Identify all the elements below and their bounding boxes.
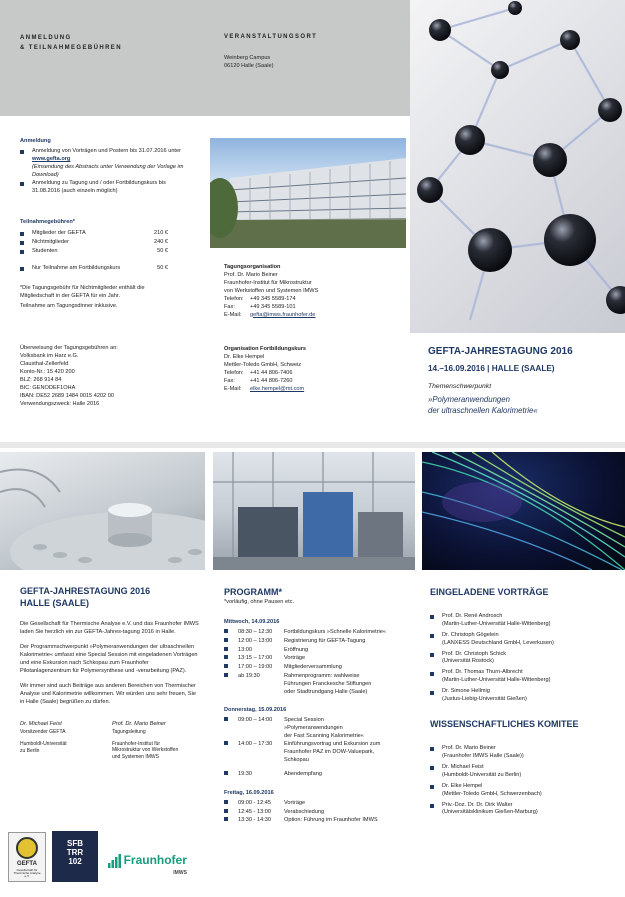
bank-line: Volksbank im Harz e.G.: [20, 352, 79, 359]
invited-list: [430, 613, 620, 704]
venue-line: Weinberg Campus: [224, 55, 271, 61]
bank-details: [20, 345, 118, 409]
fees-section: [20, 219, 195, 311]
invited-speaker: [430, 669, 620, 685]
contact-key: Telefon:: [224, 369, 244, 376]
fees-footnote-dinner: Teilnahme am Tagungsdinner inklusive.: [20, 302, 118, 309]
contact-key: E-Mail:: [224, 385, 242, 392]
bullet-square: [224, 655, 228, 659]
speakers-column: [430, 586, 620, 820]
program-item: [224, 655, 386, 664]
invited-speaker: [430, 632, 620, 648]
program-desc: Vorträge: [284, 799, 306, 806]
anmeldung-item-talks: [20, 148, 190, 180]
org-fax: [224, 304, 404, 312]
bullet-square: [224, 817, 228, 821]
speaker-name: Prof. Dr. Thomas Thurn-Albrecht: [442, 669, 523, 676]
cover-topic-label: Themenschwerpunkt: [428, 382, 492, 390]
cover-topic: »Polymeranwendungen der ultraschnellen Kalorimetrie«: [428, 395, 538, 415]
anmeldung-section: [20, 138, 190, 196]
course-org-line: Dr. Elke Hempel: [224, 353, 265, 360]
member-affiliation: (Humboldt-Universität zu Berlin): [442, 771, 522, 778]
program-item: [224, 765, 380, 780]
committee-member: [430, 802, 620, 818]
conference-organisation: [224, 264, 404, 320]
cover-dates: 14.–16.09.2016 | HALLE (SAALE): [428, 364, 555, 374]
contact-value: +49 345 5589-174: [250, 295, 296, 302]
member-affiliation: (Fraunhofer IMWS Halle (Saale)): [442, 752, 524, 759]
org-email: [224, 312, 404, 320]
bank-line: Verwendungszweck: Halle 2016: [20, 400, 100, 407]
member-name: Prof. Dr. Mario Beiner: [442, 744, 496, 751]
member-name: Dr. Elke Hempel: [442, 782, 483, 789]
program-time: 13:30 - 14:30: [238, 817, 271, 824]
sig-org: Humboldt-Universität zu Berlin: [20, 740, 67, 754]
sfb-trr-logo: SFB TRR 102: [52, 831, 98, 882]
program-day-date: Mittwoch, 14.09.2016: [224, 618, 280, 625]
intro-paragraph: Der Programmschwerpunkt »Polymeranwendungen der ultraschnellen Kalorimetrie« umfasst eine Special Session mit eingeladenen Vorträgen und eine Exkursion nach Schkopau zum Fraunhofer Pilotanlagenzentrum für Polymersynthese und -verarbeitung (PAZ).: [20, 644, 198, 675]
intro-paragraph: Die Gesellschaft für Thermische Analyse e.V. und das Fraunhofer IMWS laden Sie herzlich ein zur GEFTA-Jahres-tagung 2016 in Halle.: [20, 621, 199, 636]
program-desc: Rahmenprogramm: wahlweise Führungen Franckesche Stiftungen oder Stadtrundgang Halle (Saale): [284, 673, 372, 696]
fee-row: [20, 248, 168, 256]
spectral-light-photo: [422, 452, 625, 570]
bank-line: Überweisung der Tagungsgebühren an:: [20, 345, 118, 351]
program-item: [224, 817, 378, 826]
fraunhofer-mark-icon: [108, 854, 122, 868]
program-time: 09:00 - 12:45: [238, 799, 271, 806]
bullet-square: [224, 638, 228, 642]
program-item: [224, 800, 378, 809]
cover-title: GEFTA-JAHRESTAGUNG 2016: [428, 346, 573, 357]
contact-value: +41 44 806-7260: [250, 377, 293, 384]
imws-logo-text: IMWS: [173, 870, 187, 877]
program-desc: Fortbildungskurs »Schnelle Kalorimetrie«: [284, 628, 386, 635]
cover-block: [428, 345, 618, 416]
program-day-table: [224, 800, 378, 827]
contact-key: E-Mail:: [224, 311, 242, 318]
program-desc: Verabschiedung: [284, 808, 325, 815]
intro-column: [20, 586, 200, 760]
fee-label: Nichtmitglieder: [32, 238, 69, 245]
fee-row: [20, 239, 168, 247]
program-note: *vorläufig, ohne Pausen etc.: [224, 598, 294, 605]
invited-speaker: [430, 651, 620, 667]
sig-role: Tagungsleitung: [112, 728, 146, 735]
program-time: 13:15 – 17:00: [238, 655, 273, 662]
bank-line: IBAN: DE52 2689 1484 0015 4202 00: [20, 392, 114, 399]
fold-separator: [0, 442, 625, 448]
program-item: [224, 647, 386, 656]
program-time: 13:00: [238, 646, 252, 653]
gefta-website-link[interactable]: www.gefta.org: [32, 155, 71, 162]
program-desc: Option: Führung im Fraunhofer IMWS: [284, 817, 378, 824]
org-phone: [224, 296, 404, 304]
contact-value: +49 345 5589-101: [250, 303, 296, 310]
program-desc: Abendempfang: [284, 770, 322, 777]
course-org-line: Mettler-Toledo GmbH, Schweiz: [224, 361, 302, 368]
signature-beiner: [112, 721, 178, 761]
speaker-affiliation: (LANXESS Deutschland GmbH, Leverkusen): [442, 639, 554, 646]
fraunhofer-logo: [108, 852, 187, 877]
speaker-affiliation: (Universität Rostock): [442, 658, 494, 665]
course-org-heading: Organisation Fortbildungskurs: [224, 346, 307, 352]
registration-heading: ANMELDUNG & TEILNAHMEGEBÜHREN: [20, 35, 122, 52]
contact-key: Fax:: [224, 377, 235, 384]
org-line: von Werkstoffen und Systemen IMWS: [224, 287, 319, 294]
program-item: [224, 638, 386, 647]
invited-speaker: [430, 688, 620, 704]
intro-title: GEFTA-JAHRESTAGUNG 2016 HALLE (SAALE): [20, 586, 151, 608]
program-time: 14:00 – 17:30: [238, 740, 273, 747]
org-line: Prof. Dr. Mario Beiner: [224, 271, 278, 278]
program-desc: Registrierung für GEFTA-Tagung: [284, 637, 366, 644]
speaker-affiliation: (Justus-Liebig-Universität Gießen): [442, 696, 527, 703]
invited-title: EINGELADENE VORTRÄGE: [430, 587, 549, 597]
light-rays-illustration: [422, 452, 625, 570]
contact-key: Telefon:: [224, 295, 244, 302]
member-affiliation: (Universitätsklinikum Gießen-Marburg): [442, 809, 538, 816]
contact-value: +41 44 806-7406: [250, 369, 293, 376]
fee-value: 50 €: [157, 264, 168, 271]
gefta-logo-text: GEFTA: [17, 861, 37, 867]
org-heading: Tagungsorganisation: [224, 264, 281, 270]
committee-list: [430, 745, 620, 818]
fee-value: 50 €: [157, 247, 168, 254]
top-grey-band: [0, 0, 410, 116]
bullet-square: [224, 673, 228, 677]
fee-label: Studenten: [32, 247, 58, 254]
program-item: [224, 717, 380, 741]
gefta-logo-subtext: Gesellschaft für Thermische Analyse e.V.: [13, 867, 41, 879]
member-affiliation: (Mettler-Toledo GmbH, Schwerzenbach): [442, 790, 542, 797]
speaker-name: Dr. Christoph Gögelein: [442, 631, 499, 638]
program-day-table: [224, 717, 380, 780]
venue-line: 06120 Halle (Saale): [224, 62, 274, 69]
speaker-name: Dr. Simone Hellmig: [442, 688, 490, 695]
course-org-email: [224, 386, 404, 394]
anmeldung-heading: Anmeldung: [20, 138, 51, 144]
fraunhofer-logo-text: Fraunhofer: [123, 853, 187, 867]
invited-speaker: [430, 613, 620, 629]
fee-value: 210 €: [154, 229, 168, 236]
lab-equipment-photo: [213, 452, 415, 570]
program-item: [224, 673, 386, 697]
committee-title: WISSENSCHAFTLICHES KOMITEE: [430, 719, 579, 730]
intro-paragraph: Wir immer sind auch Beiträge aus anderen Bereichen von Thermischer Analyse und Kalorimetrie willkommen. Wir würden uns sehr freuen, Sie in Halle (Saale) begrüßen zu dürfen.: [20, 683, 196, 705]
program-desc: Special Session »Polymeranwendungen der Fast Scanning Kalorimetrie«: [284, 717, 364, 739]
bullet-square: [224, 771, 228, 775]
program-desc: Vorträge: [284, 655, 306, 662]
bank-line: Clausthal-Zellerfeld: [20, 360, 69, 367]
bullet-square: [224, 741, 228, 745]
fee-row: [20, 265, 168, 273]
abstract-note: (Einsendung des Abstracts unter Verwendung der Vorlage im Download): [32, 163, 184, 178]
program-item: [224, 809, 378, 818]
program-time: 17:00 – 19:00: [238, 664, 273, 671]
program-time: 12:00 – 13:00: [238, 637, 273, 644]
sample-holder-illustration: [0, 452, 205, 570]
fees-footnote: *Die Tagungsgebühr für Nichtmitglieder enthält die Mitgliedschaft in der GEFTA für ein Jahr.: [20, 284, 145, 299]
course-org-fax: [224, 378, 404, 386]
campus-building-photo: [210, 138, 406, 248]
fee-label: Nur Teilnahme am Fortbildungskurs: [32, 264, 121, 271]
molecule-illustration: [410, 0, 625, 333]
bank-line: Konto-Nr.: 15 420 200: [20, 368, 75, 375]
program-time: 09:00 – 14:00: [238, 717, 273, 724]
speaker-name: Prof. Dr. René Androsch: [442, 612, 503, 619]
fee-label: Mitglieder der GEFTA: [32, 229, 86, 236]
program-time: ab 19:30: [238, 673, 260, 680]
sig-name: Dr. Michael Feist: [20, 720, 62, 727]
program-desc: Einführungsvortrag und Exkursion zum Fraunhofer PAZ im DOW-Valuepark, Schkopau: [284, 740, 381, 763]
bank-line: BIC: GENODEF1OHA: [20, 384, 76, 391]
program-column: [224, 586, 416, 826]
venue-address: [224, 55, 273, 71]
bullet-square: [224, 664, 228, 668]
fee-value: 240 €: [154, 238, 168, 245]
bullet-square: [224, 629, 228, 633]
committee-member: [430, 783, 620, 799]
gefta-logo: [8, 832, 46, 882]
bullet-square: [224, 800, 228, 804]
program-item: [224, 741, 380, 765]
bullet-square: [224, 647, 228, 651]
course-org-phone: [224, 370, 404, 378]
anmeldung-item-text: Anmeldung von Vorträgen und Postern bis 31.07.2016 unter: [32, 147, 181, 154]
program-item: [224, 629, 386, 638]
bullet-square: [224, 717, 228, 721]
signatures: [20, 721, 200, 761]
program-time: 08:30 – 12:30: [238, 628, 273, 635]
program-day-table: [224, 629, 386, 698]
speaker-affiliation: (Martin-Luther-Universität Halle-Wittenberg): [442, 677, 551, 684]
venue-heading: VERANSTALTUNGSORT: [224, 34, 318, 40]
bank-line: BLZ: 268 914 84: [20, 376, 62, 383]
sig-name: Prof. Dr. Mario Beiner: [112, 720, 166, 727]
sig-org: Fraunhofer-Institut für Mikrostruktur von Werkstoffen und Systemen IMWS: [112, 740, 179, 760]
program-item: [224, 664, 386, 673]
sample-holder-photo: [0, 452, 205, 570]
signature-feist: [20, 721, 112, 761]
course-org-email-link[interactable]: elke.hempel@mt.com: [250, 385, 305, 392]
program-time: 12:45 - 13:00: [238, 808, 271, 815]
bullet-square: [224, 809, 228, 813]
fees-heading: Teilnahmegebühren*: [20, 219, 75, 225]
program-day-date: Donnerstag, 15.09.2016: [224, 707, 287, 714]
committee-member: [430, 745, 620, 761]
speaker-affiliation: (Martin-Luther-Universität Halle-Wittenberg): [442, 620, 551, 627]
fee-row: [20, 230, 168, 238]
program-day-date: Freitag, 16.09.2016: [224, 789, 274, 796]
program-desc: Eröffnung: [284, 646, 309, 653]
program-time: 19:30: [238, 770, 252, 777]
course-organisation: [224, 346, 404, 394]
speaker-name: Prof. Dr. Christoph Schick: [442, 650, 507, 657]
org-email-link[interactable]: gefta@imws.fraunhofer.de: [250, 311, 316, 318]
committee-member: [430, 764, 620, 780]
member-name: Priv.-Doz. Dr. Dr. Dirk Walter: [442, 801, 513, 808]
lab-equipment-illustration: [213, 452, 415, 570]
org-line: Fraunhofer-Institut für Mikrostruktur: [224, 279, 312, 286]
building-illustration: [210, 138, 406, 248]
molecule-image: [410, 0, 625, 333]
program-desc: Mitgliederversammlung: [284, 664, 342, 671]
anmeldung-item-conference: Anmeldung zu Tagung und / oder Fortbildungskurs bis 31.08.2016 (auch einzeln möglich): [20, 180, 190, 196]
sig-role: Vorsitzender GEFTA: [20, 728, 66, 735]
gefta-seal-icon: [16, 837, 38, 859]
program-title: PROGRAMM*: [224, 587, 282, 597]
contact-key: Fax:: [224, 303, 235, 310]
member-name: Dr. Michael Feist: [442, 763, 484, 770]
